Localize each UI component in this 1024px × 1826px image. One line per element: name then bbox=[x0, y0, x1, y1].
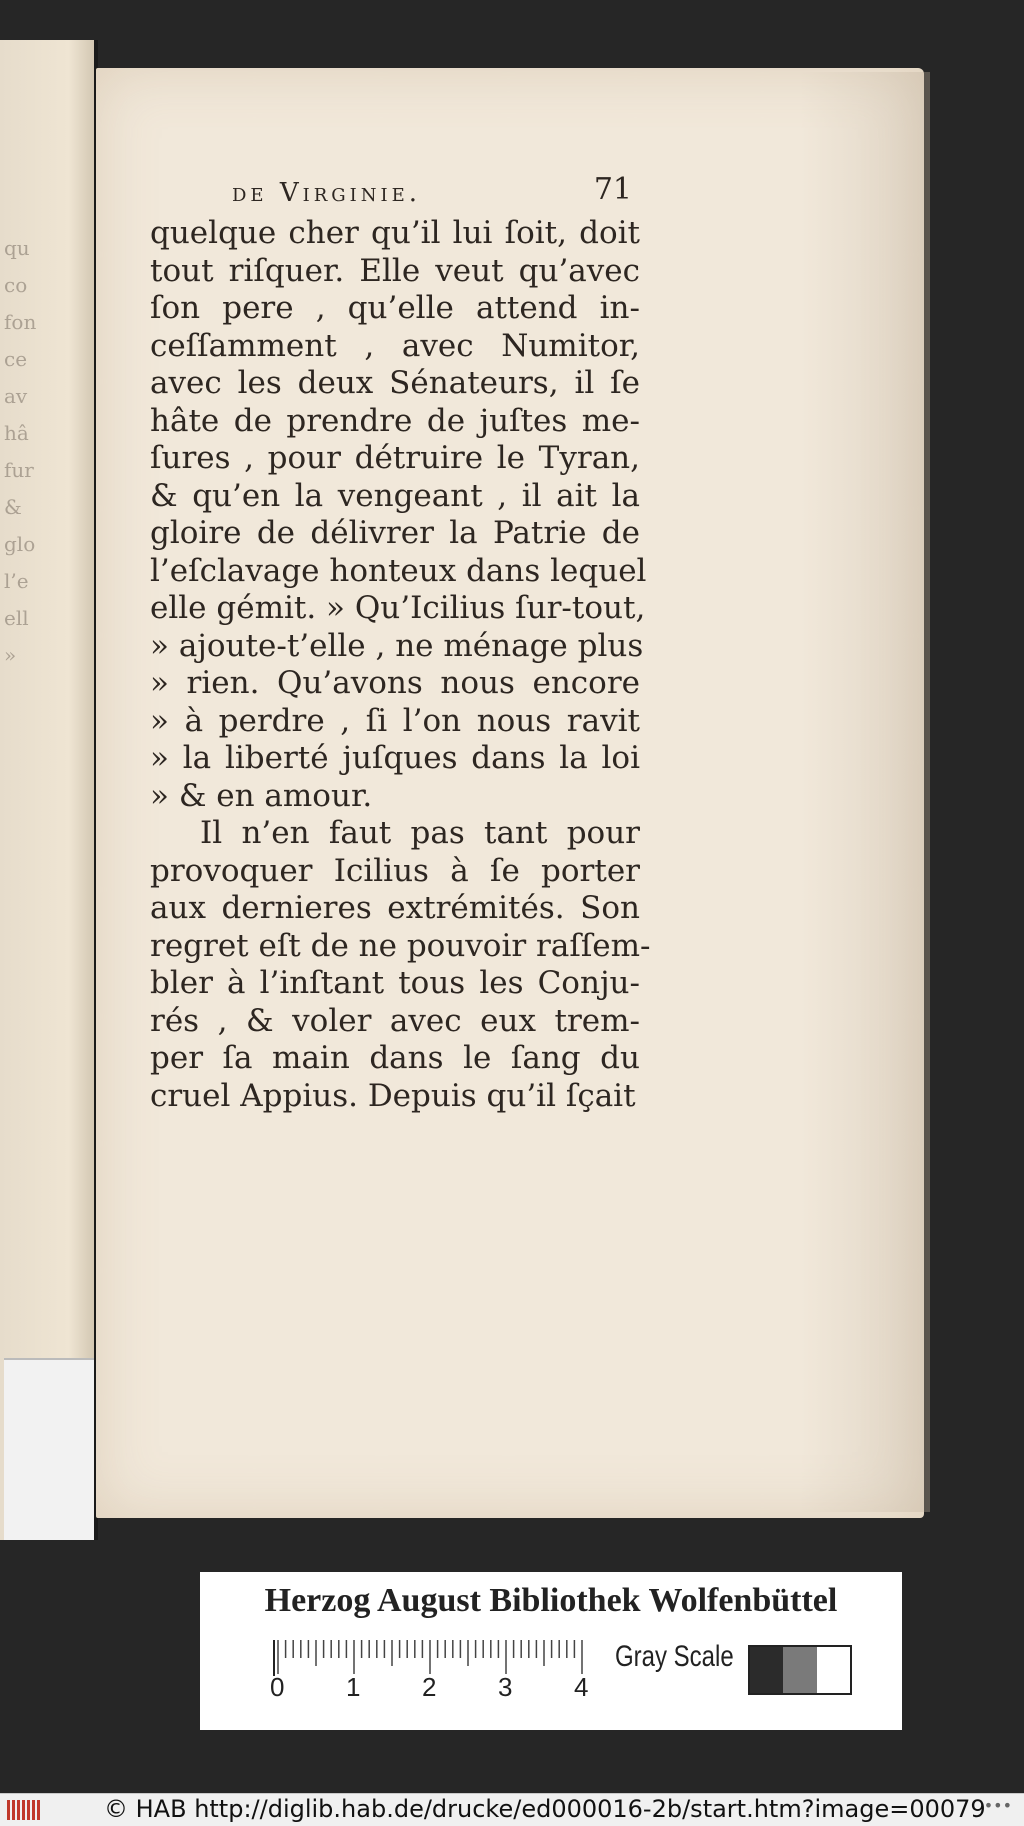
ruler-label: 3 bbox=[498, 1672, 513, 1698]
text-line: aux dernieres extrémités. Son bbox=[150, 890, 640, 926]
text-line: » rien. Qu’avons nous encore bbox=[150, 665, 640, 701]
text-line: l’eſclavage honteux dans lequel bbox=[150, 552, 647, 589]
color-reference-card bbox=[200, 1572, 902, 1730]
ruler-label: 1 bbox=[346, 1672, 361, 1698]
text-line: hâte de prendre de juſtes me- bbox=[150, 402, 640, 439]
text-line: » & en amour. bbox=[150, 777, 373, 814]
ruler bbox=[270, 1638, 590, 1698]
left-page-bleed: qu co fon ce av hâ fur & glo l’e ell » bbox=[4, 236, 37, 667]
gray-scale-swatches bbox=[748, 1645, 852, 1695]
text-line: » la liberté juſques dans la loi bbox=[150, 740, 640, 776]
ruler-label: 0 bbox=[270, 1672, 285, 1698]
text-line: per ſa main dans le ſang du bbox=[150, 1040, 640, 1076]
page-body-text bbox=[150, 215, 651, 1115]
gray-swatch bbox=[783, 1647, 816, 1693]
text-line: ſures , pour détruire le Tyran, bbox=[150, 440, 640, 476]
footer-citation: © HAB http://diglib.hab.de/drucke/ed000016-2b/start.htm?image=00079 bbox=[104, 1795, 986, 1823]
hab-logo-icon bbox=[6, 1798, 46, 1822]
footer-bar bbox=[0, 1793, 1024, 1826]
text-line: avec les deux Sénateurs, il ſe bbox=[150, 365, 640, 401]
text-line: rés , & voler avec eux trem- bbox=[150, 1002, 640, 1039]
more-icon[interactable]: ••• bbox=[983, 1796, 1012, 1815]
left-page-edge bbox=[0, 40, 98, 1540]
text-line: elle gémit. » Qu’Icilius ſur-tout, bbox=[150, 590, 646, 626]
text-line: provoquer Icilius à ſe porter bbox=[150, 852, 640, 889]
ruler-label: 4 bbox=[574, 1672, 589, 1698]
running-head-title: de Virginie. bbox=[232, 178, 422, 208]
gray-swatch bbox=[750, 1647, 783, 1693]
running-head bbox=[232, 172, 632, 210]
gray-scale-label: Gray Scale bbox=[615, 1640, 734, 1673]
ruler-label: 2 bbox=[422, 1672, 437, 1698]
library-name: Herzog August Bibliothek Wolfenbüttel bbox=[264, 1582, 838, 1619]
left-page-reference-card bbox=[4, 1358, 94, 1540]
text-line: ſon pere , qu’elle attend in- bbox=[150, 290, 640, 326]
text-line: tout riſquer. Elle veut qu’avec bbox=[150, 252, 640, 289]
text-line: regret eſt de ne pouvoir raſſem- bbox=[150, 927, 651, 964]
text-line: & qu’en la vengeant , il ait la bbox=[150, 477, 640, 514]
text-line: cruel Appius. Depuis qu’il ſçait bbox=[150, 1077, 636, 1114]
page-number: 71 bbox=[593, 172, 632, 207]
text-line: » à perdre , ſi l’on nous ravit bbox=[150, 702, 640, 739]
text-line: » ajoute-t’elle , ne ménage plus bbox=[150, 627, 644, 664]
text-line: bler à l’inſtant tous les Conju- bbox=[150, 965, 640, 1001]
text-line: ceſſamment , avec Numitor, bbox=[150, 327, 640, 364]
text-line: gloire de délivrer la Patrie de bbox=[150, 515, 640, 551]
text-line: quelque cher qu’il lui ſoit, doit bbox=[150, 215, 640, 251]
gray-swatch bbox=[817, 1647, 850, 1693]
text-line: Il n’en faut pas tant pour bbox=[200, 815, 640, 851]
